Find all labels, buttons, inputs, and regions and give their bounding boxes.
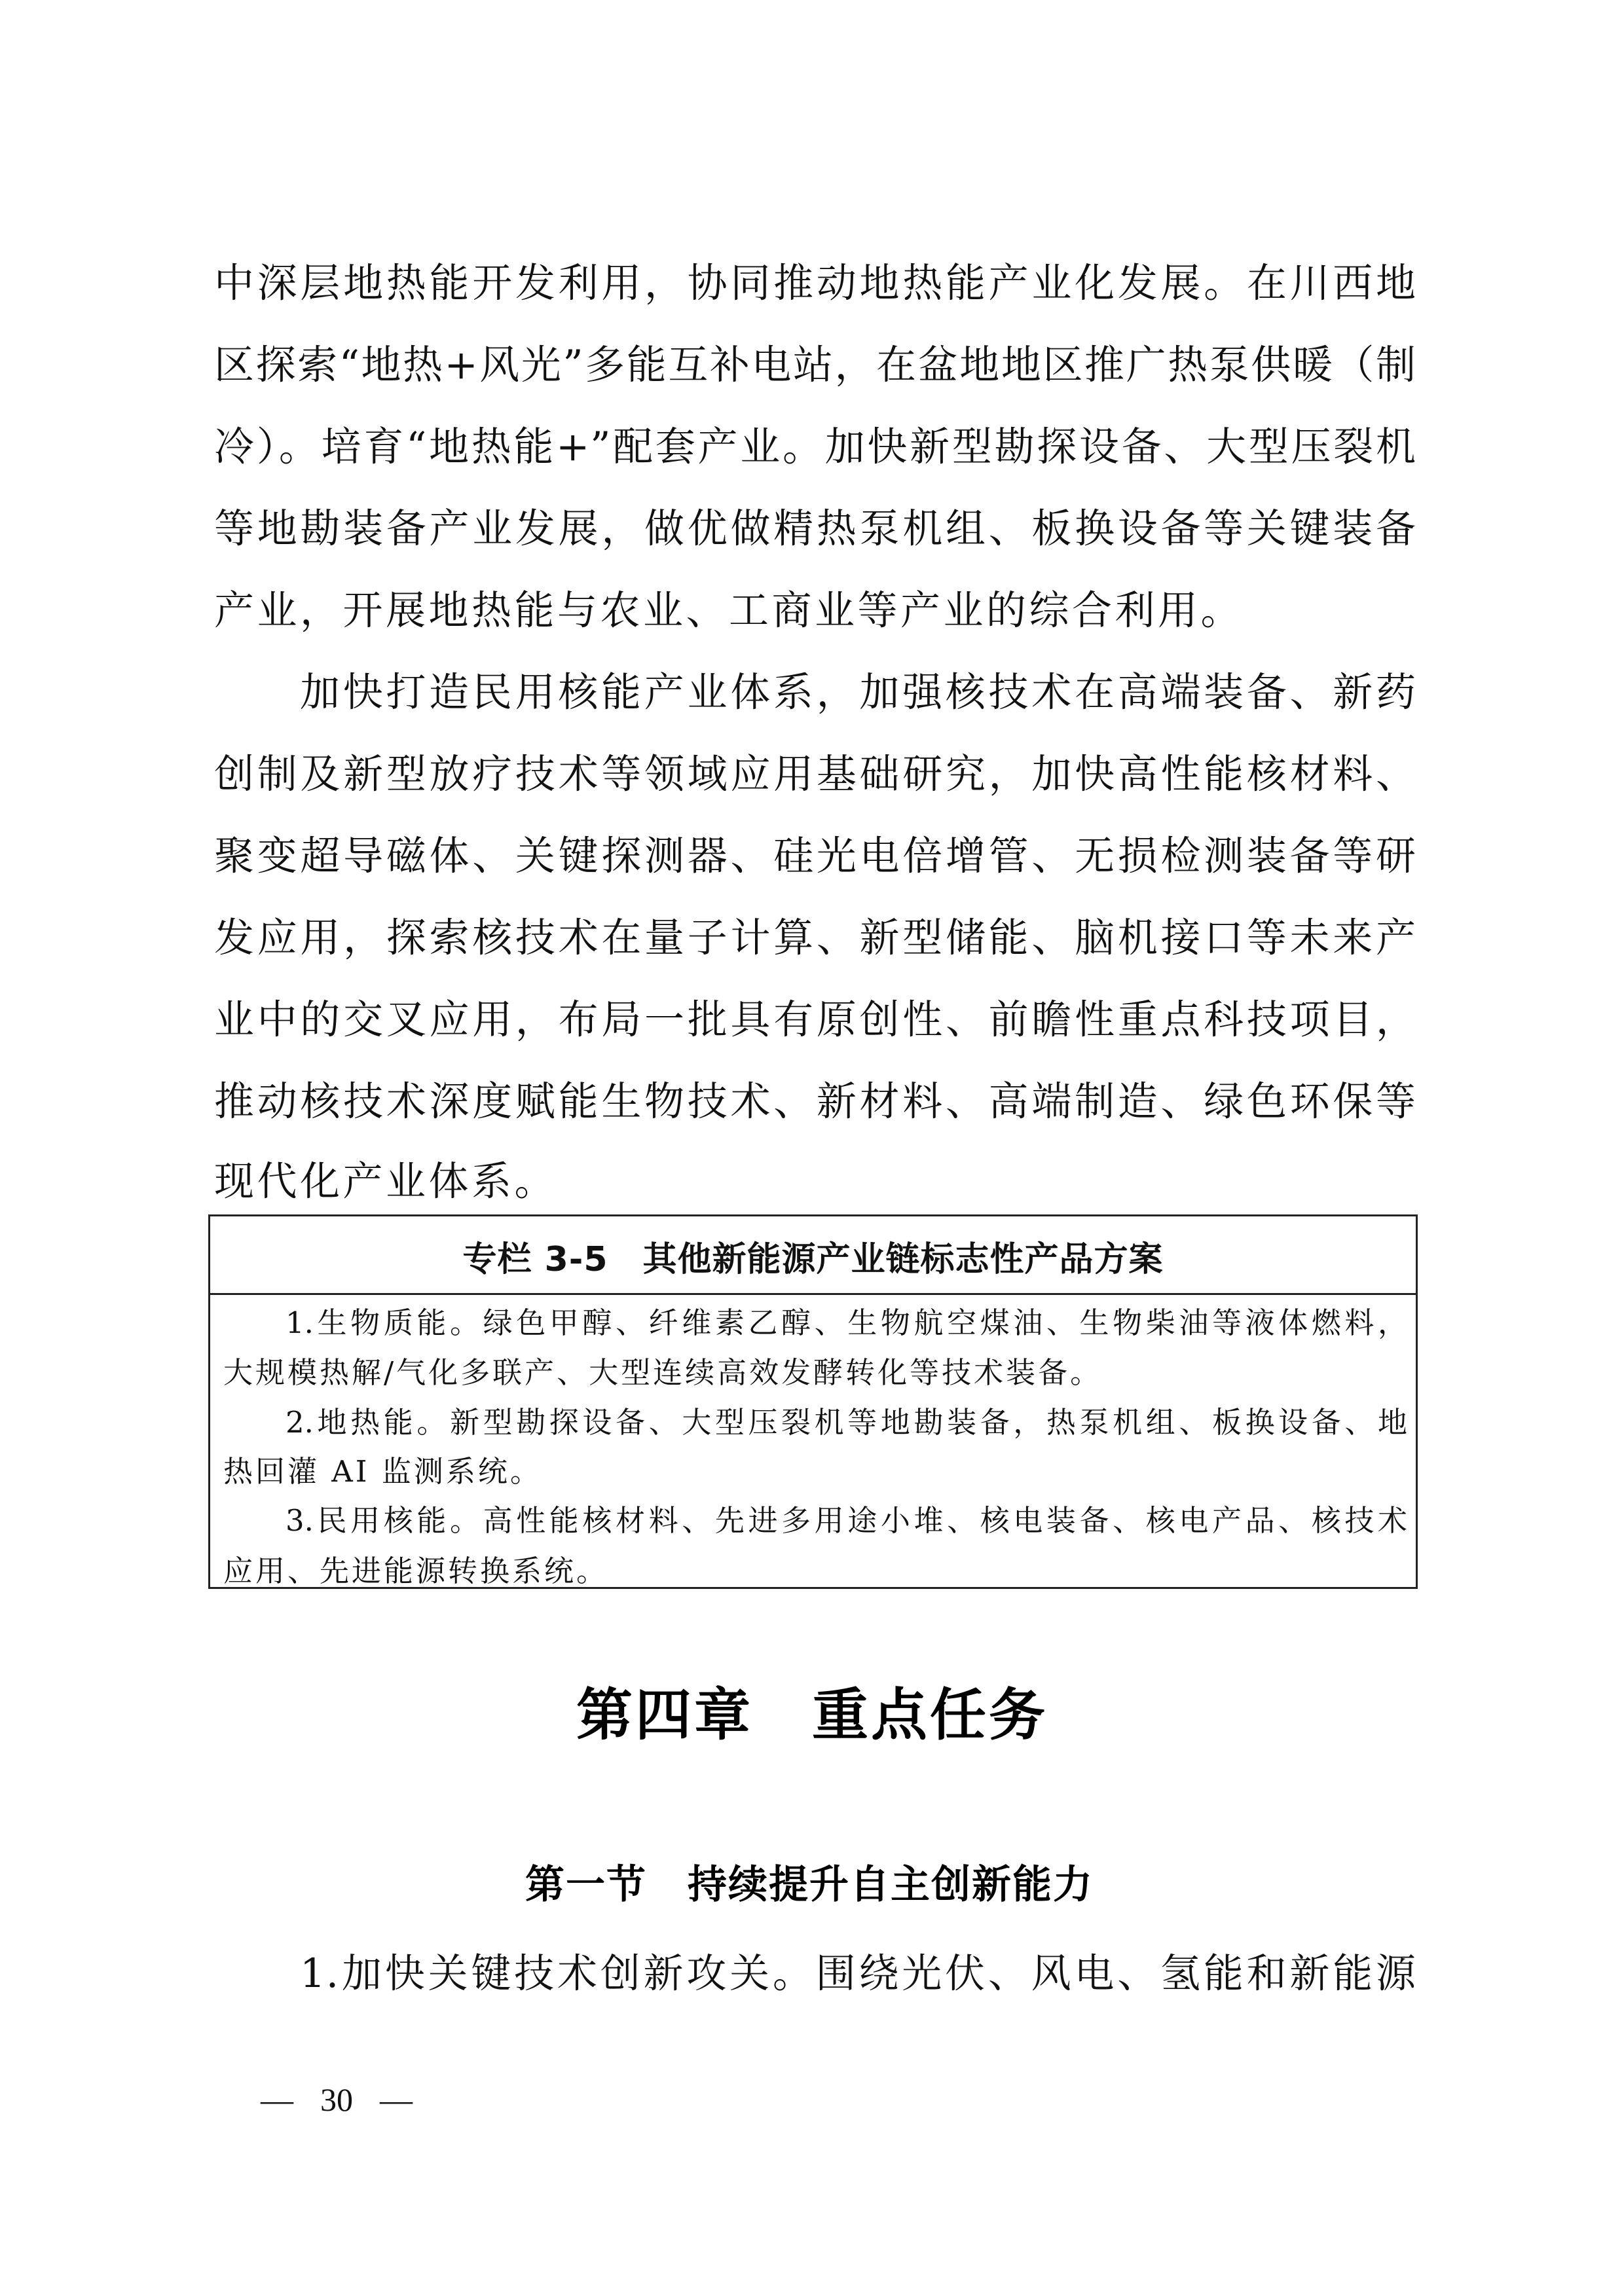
feature-box-item-2-line-1: 2.地热能。新型勘探设备、大型压裂机等地勘装备，热泵机组、板换设备、地 [286, 1405, 1407, 1440]
body-paragraph-2-line-5: 业中的交叉应用，布局一批具有原创性、前瞻性重点科技项目， [214, 996, 1416, 1043]
chapter-title: 第四章 重点任务 [576, 1682, 1048, 1748]
feature-box-title: 专栏 3-5 其他新能源产业链标志性产品方案 [462, 1240, 1164, 1279]
body-paragraph-1-line-2: 区探索“地热+风光”多能互补电站，在盆地地区推广热泵供暖（制 [214, 342, 1416, 388]
body-paragraph-2-line-4: 发应用，探索核技术在量子计算、新型储能、脑机接口等未来产 [214, 915, 1416, 961]
body-paragraph-1-line-4: 等地勘装备产业发展，做优做精热泵机组、板换设备等关键装备 [214, 505, 1416, 552]
feature-box-divider [210, 1293, 1416, 1295]
section-title: 第一节 持续提升自主创新能力 [525, 1862, 1094, 1908]
body-paragraph-2-line-3: 聚变超导磁体、关键探测器、硅光电倍增管、无损检测装备等研 [214, 833, 1416, 879]
feature-box-item-3-line-1: 3.民用核能。高性能核材料、先进多用途小堆、核电装备、核电产品、核技术 [286, 1503, 1407, 1538]
feature-box-item-1-line-1: 1.生物质能。绿色甲醇、纤维素乙醇、生物航空煤油、生物柴油等液体燃料， [286, 1305, 1407, 1340]
feature-box-item-3-line-2: 应用、先进能源转换系统。 [223, 1554, 609, 1588]
body-paragraph-1-line-1: 中深层地热能开发利用，协同推动地热能产业化发展。在川西地 [214, 260, 1416, 306]
body-paragraph-1-line-3: 冷）。培育“地热能+”配套产业。加快新型勘探设备、大型压裂机 [214, 424, 1416, 470]
section-paragraph-1-line-1: 1.加快关键技术创新攻关。围绕光伏、风电、氢能和新能源 [300, 1950, 1416, 1997]
page-number: — 30 — [261, 2081, 413, 2118]
feature-box [208, 1214, 1418, 1589]
feature-box-item-2-line-2: 热回灌 AI 监测系统。 [223, 1454, 542, 1489]
body-paragraph-1-line-5: 产业，开展地热能与农业、工商业等产业的综合利用。 [214, 587, 1244, 634]
body-paragraph-2-line-1: 加快打造民用核能产业体系，加强核技术在高端装备、新药 [300, 669, 1416, 716]
body-paragraph-2-line-7: 现代化产业体系。 [214, 1158, 558, 1205]
body-paragraph-2-line-2: 创制及新型放疗技术等领域应用基础研究，加快高性能核材料、 [214, 751, 1416, 797]
feature-box-item-1-line-2: 大规模热解/气化多联产、大型连续高效发酵转化等技术装备。 [223, 1355, 1103, 1390]
body-paragraph-2-line-6: 推动核技术深度赋能生物技术、新材料、高端制造、绿色环保等 [214, 1078, 1416, 1125]
